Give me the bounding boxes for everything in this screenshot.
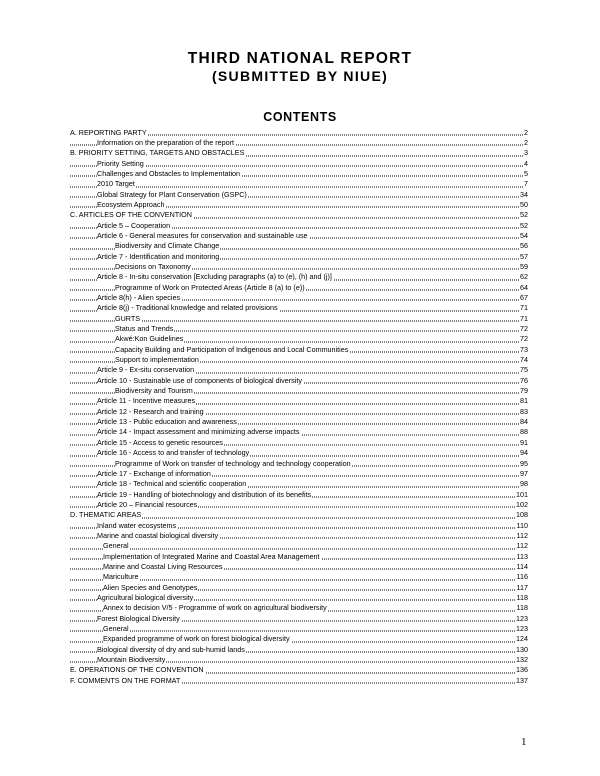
toc-entry-page: 2 [524,127,528,137]
toc-entry-label: Ecosystem Approach [97,199,165,209]
toc-entry-label: Programme of Work on Protected Areas (Article 8 (a) to (e)) [115,282,305,292]
toc-entry-page: 59 [520,261,528,271]
toc-entry-page: 118 [516,592,528,602]
toc-entry-page: 112 [516,530,528,540]
toc-entry-label: Article 10 - Sustainable use of components of biological diversity [97,375,302,385]
toc-entry-page: 83 [520,406,528,416]
toc-entry-page: 50 [520,199,528,209]
toc-entry-label: Expanded programme of work on forest biological diversity [103,634,290,644]
toc-entry-page: 76 [520,375,528,385]
toc-entry-page: 95 [520,458,528,468]
toc-entry-label: Article 9 - Ex-situ conservation [97,365,195,375]
toc-entry-page: 52 [520,220,528,230]
toc-entry-label: Article 18 - Technical and scientific cooperation [97,479,247,489]
toc-entry-label: Support to implementation [115,355,199,365]
toc-entry-page: 124 [516,634,528,644]
contents-heading: CONTENTS [263,110,337,124]
toc-entry-page: 3 [524,148,528,158]
toc-entry-page: 97 [520,468,528,478]
toc-entry-label: Information on the preparation of the report [97,137,235,147]
toc-entry-page: 98 [520,479,528,489]
toc-entry-page: 113 [516,551,528,561]
toc-entry-page: 91 [520,437,528,447]
toc-entry-page: 71 [520,303,528,313]
toc-entry-page: 81 [520,396,528,406]
toc-entry-label: A. REPORTING PARTY [70,127,147,137]
toc-entry-label: D. THEMATIC AREAS [70,510,142,520]
toc-entry-label: Global Strategy for Plant Conservation (GSPC) [97,189,247,199]
toc-entry-label: C. ARTICLES OF THE CONVENTION [70,210,192,220]
toc-entry-page: 114 [516,561,528,571]
toc-entry-label: Biodiversity and Climate Change [115,241,220,251]
toc-entry-label: Marine and Coastal Living Resources [103,561,223,571]
toc-entry-label: Article 19 - Handling of biotechnology and distribution of its benefits [97,489,312,499]
toc-entry-label: Article 16 - Access to and transfer of technology [97,448,250,458]
toc-entry-page: 5 [524,168,528,178]
toc-entry-label: Implementation of Integrated Marine and Coastal Area Management [103,551,320,561]
toc-entry-label: Article 12 - Research and training [97,406,204,416]
dot-leader [70,622,527,632]
toc-entry-label: Article 8(j) - Traditional knowledge and related provisions [97,303,278,313]
toc-entry-label: Status and Trends [115,324,174,334]
toc-entry-label: Article 8(h) - Alien species [97,293,181,302]
toc-entry-label: Akwé:Kon Guidelines [115,334,184,344]
toc-entry-label: Article 20 – Financial resources [97,499,198,509]
dot-leader [70,177,527,187]
toc-entry-page: 94 [520,448,528,458]
toc-entry-label: Alien Species and Genotypes [103,582,198,592]
toc-entry-page: 108 [516,510,528,520]
toc-entry-label: Article 6 - General measures for conservation and sustainable use [97,230,308,240]
toc-entry-page: 136 [516,665,528,675]
toc-entry-page: 73 [520,344,528,354]
toc-entry-label: Programme of Work on transfer of technology and technology cooperation [115,458,351,468]
toc-entry-label: Biological diversity of dry and sub-humid lands [97,644,245,654]
report-subtitle: (SUBMITTED BY NIUE) [211,68,389,84]
toc-entry-page: 110 [516,520,528,530]
toc-entry-label: GURTS [115,313,141,323]
toc-entry-page: 132 [516,655,528,665]
toc-entry-page: 72 [520,324,528,334]
toc-entry-page: 7 [524,179,528,189]
toc-entry-label: Priority Setting [97,158,144,168]
toc-entry-page: 84 [520,417,528,427]
toc-entry-page: 71 [520,313,528,323]
toc-entry-label: Biodiversity and Tourism [115,386,193,396]
toc-entry-label: Decisions on Taxonomy [115,261,191,271]
toc-entry-page: 123 [516,613,528,623]
toc-entry-page: 4 [524,158,528,168]
toc-entry-page: 79 [520,386,528,396]
table-of-contents [0,128,600,687]
toc-entry-page: 102 [516,499,528,509]
toc-entry-label: General [103,541,129,551]
toc-entry-label: E. OPERATIONS OF THE CONVENTION [70,665,204,675]
report-title: THIRD NATIONAL REPORT [187,50,413,67]
toc-entry-page: 130 [516,644,528,654]
toc-entry-label: B. PRIORITY SETTING, TARGETS AND OBSTACLES [70,148,245,158]
page-number: 1 [521,736,527,748]
toc-entry-page: 116 [516,572,528,582]
toc-entry-page: 2 [524,137,528,147]
toc-entry-page: 34 [520,189,528,199]
toc-entry-page: 137 [516,675,528,685]
toc-entry-label: Article 5 – Cooperation [97,220,171,230]
toc-entry-page: 62 [520,272,528,282]
toc-entry-label: F. COMMENTS ON THE FORMAT [70,675,181,685]
toc-entry[interactable] [0,676,600,686]
toc-entry-page: 54 [520,230,528,240]
toc-entry-page: 112 [516,541,528,551]
toc-entry-label: Challenges and Obstacles to Implementation [97,168,241,178]
toc-entry-label: Agricultural biological diversity [97,592,194,602]
toc-entry-label: Mountain Biodiversity [97,655,166,665]
toc-entry-label: Article 15 - Access to genetic resources [97,437,223,447]
toc-entry-label: Capacity Building and Participation of Indigenous and Local Communities [115,344,349,354]
toc-entry-page: 74 [520,355,528,365]
toc-entry-label: General [103,624,129,633]
toc-entry-label: 2010 Target [97,179,135,189]
toc-entry-label: Annex to decision V/5 - Programme of work on agricultural biodiversity [103,603,327,613]
toc-entry-page: 56 [520,241,528,251]
toc-entry-page: 123 [516,624,528,633]
toc-entry-page: 88 [520,427,528,437]
toc-entry-label: Article 8 - In-situ conservation [Excluding paragraphs (a) to (e), (h) and (j)] [97,272,332,282]
toc-entry-page: 72 [520,334,528,344]
toc-entry-label: Mariculture [103,572,139,582]
toc-entry-label: Article 17 - Exchange of information [97,468,211,478]
toc-entry-page: 57 [520,251,528,261]
toc-entry-page: 75 [520,365,528,375]
toc-entry-label: Article 13 - Public education and awareness [97,417,237,427]
toc-entry-page: 67 [520,293,528,302]
toc-entry-label: Marine and coastal biological diversity [97,530,219,540]
toc-entry-label: Inland water ecosystems [97,520,177,530]
toc-entry-label: Forest Biological Diversity [97,613,180,623]
dot-leader [70,539,527,549]
toc-entry-label: Article 14 - Impact assessment and minimizing adverse impacts [97,427,300,437]
toc-entry-page: 117 [516,582,528,592]
toc-entry-page: 118 [516,603,528,613]
toc-entry-label: Article 7 - Identification and monitoring [97,251,220,261]
toc-entry-page: 52 [520,210,528,220]
toc-entry-label: Article 11 - Incentive measures [97,396,196,406]
toc-entry-page: 64 [520,282,528,292]
toc-entry-page: 101 [516,489,528,499]
